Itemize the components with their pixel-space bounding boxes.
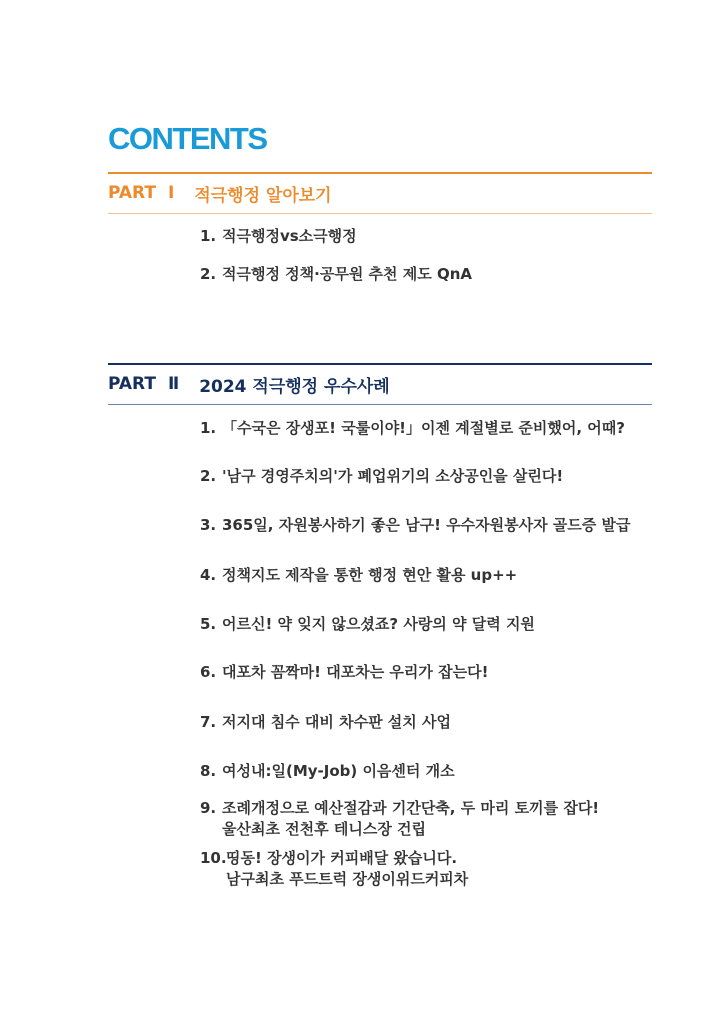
part1-bottom-rule (108, 213, 652, 214)
toc-item (200, 798, 700, 840)
item-text-block (226, 848, 468, 890)
item-text: 정책지도 제작을 통한 행정 현안 활용 up++ (222, 566, 518, 584)
part2-header (108, 372, 390, 396)
contents-title: CONTENTS (108, 121, 267, 156)
item-number: 7. (200, 713, 217, 731)
part1-header (108, 181, 332, 205)
item-number: 1. (200, 227, 217, 245)
item-number: 9. (200, 799, 217, 817)
item-text-line1: 띵동! 장생이가 커피배달 왔습니다. (226, 849, 458, 867)
item-text-line1: 조례개정으로 예산절감과 기간단축, 두 마리 토끼를 잡다! (222, 799, 600, 817)
item-number: 2. (200, 467, 217, 485)
toc-item (200, 418, 700, 439)
item-text: 어르신! 약 잊지 않으셨죠? 사랑의 약 달력 지원 (222, 615, 535, 633)
item-number: 6. (200, 663, 217, 681)
item-text: '남구 경영주치의'가 폐업위기의 소상공인을 살린다! (222, 467, 564, 485)
part2-numeral: Ⅱ (167, 374, 180, 394)
item-number: 8. (200, 762, 217, 780)
toc-item (200, 264, 700, 285)
item-text-line2: 남구최초 푸드트럭 장생이위드커피차 (226, 870, 469, 888)
toc-item (200, 848, 700, 890)
item-number: 4. (200, 566, 217, 584)
item-number: 3. (200, 516, 217, 534)
toc-item (200, 662, 700, 683)
item-text: 저지대 침수 대비 차수판 설치 사업 (222, 713, 451, 731)
item-number: 1. (200, 419, 217, 437)
item-number: 10. (200, 849, 227, 867)
part2-title: 2024 적극행정 우수사례 (199, 376, 390, 397)
toc-item (200, 761, 700, 782)
part1-title: 적극행정 알아보기 (194, 185, 332, 206)
item-text: 적극행정vs소극행정 (222, 227, 357, 245)
part1-top-rule (108, 172, 652, 174)
item-text-line2: 울산최초 전천후 테니스장 건립 (222, 820, 427, 838)
toc-item (200, 515, 700, 536)
item-text: 「수국은 장생포! 국룰이야!」이젠 계절별로 준비했어, 어때? (222, 419, 625, 437)
item-text: 여성내:일(My-Job) 이음센터 개소 (222, 762, 455, 780)
part2-bottom-rule (108, 404, 652, 405)
part2-top-rule (108, 363, 652, 365)
part2-label: PART (108, 374, 156, 394)
part1-numeral: Ⅰ (167, 183, 175, 203)
item-text: 365일, 자원봉사하기 좋은 남구! 우수자원봉사자 골드증 발급 (222, 516, 631, 534)
item-text: 대포차 꼼짝마! 대포차는 우리가 잡는다! (222, 663, 489, 681)
part1-label: PART (108, 183, 156, 203)
toc-item (200, 226, 700, 247)
item-text: 적극행정 정책·공무원 추천 제도 QnA (222, 265, 472, 283)
toc-item (200, 565, 700, 586)
toc-item (200, 712, 700, 733)
item-number: 2. (200, 265, 217, 283)
item-text-block (222, 798, 599, 840)
item-number: 5. (200, 615, 217, 633)
toc-item (200, 466, 700, 487)
toc-item (200, 614, 700, 635)
